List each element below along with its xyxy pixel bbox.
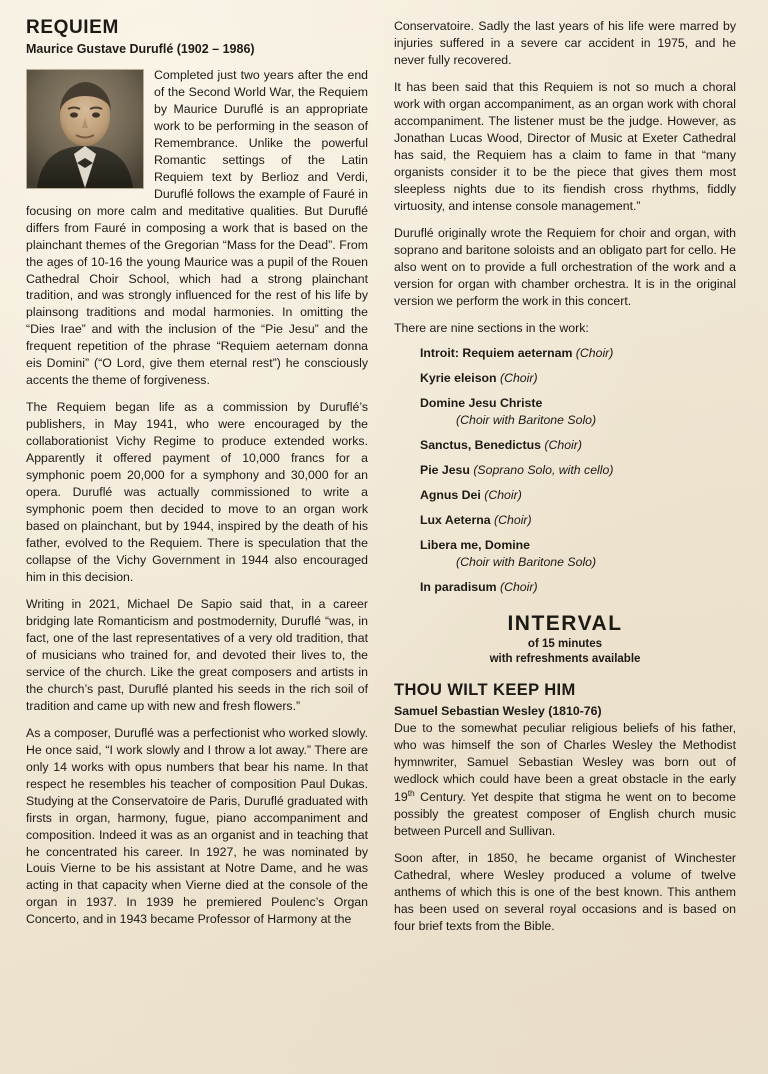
section-voice: (Soprano Solo, with cello) — [473, 463, 614, 478]
section-name: Libera me, Domine — [420, 538, 531, 553]
section-voice: (Choir) — [499, 580, 538, 595]
right-paragraph-2: It has been said that this Requiem is not so much a choral work with organ accompaniment, as an organ work with choral accompaniment. The listener must be the judge. However, as Jonathan Lucas Wood, Director of Music at Exeter Cathedral has said, the Requiem has a claim to fame in that “many organists consider it to be the piece that gives them most sleepless nights due to its fiendish cross rhythms, fiddly virtuosity, and intense console management.” — [394, 79, 736, 213]
list-item — [394, 513, 736, 529]
right-column — [394, 18, 736, 1060]
list-item — [394, 438, 736, 454]
interval-note: with refreshments available — [489, 653, 641, 666]
section-name: Kyrie eleison — [420, 371, 497, 386]
work-sections-list — [394, 346, 736, 596]
section-voice: (Choir) — [484, 488, 522, 503]
second-piece-paragraph-1 — [394, 720, 736, 840]
section-name: In paradisum — [420, 580, 497, 595]
right-paragraph-3: Duruflé originally wrote the Requiem for choir and organ, with soprano and baritone soloists and an obligato part for cello. He also went on to provide a full orchestration of the work and a version for organ with chamber orchestra. It is in the original version we perform the work in this concert. — [394, 225, 736, 308]
page-title: REQUIEM — [26, 17, 119, 38]
section-name: Pie Jesu — [420, 463, 470, 478]
second-piece-paragraph-1-b: Century. Yet despite that stigma he went on to become possibly the greatest composer of English church music between Purcell and Sullivan. — [394, 790, 736, 839]
section-subvoice: (Choir with Baritone Solo) — [456, 413, 597, 428]
list-item — [394, 346, 736, 362]
list-item — [394, 488, 736, 504]
left-paragraph-4: As a composer, Duruflé was a perfectionist who worked slowly. He once said, “I work slowly and I throw a lot away.” There are only 14 works with opus numbers that bear his name. In that respect he resembles his teacher of composition Paul Dukas. Studying at the Conservatoire de Paris, Duruflé graduated with firsts in organ, harmony, fugue, piano accompaniment and composition. Indeed it was as an organist and in teaching that he concentrated his career. In 1927, he was nominated by Louis Vierne to be his assistant at Notre Dame, and he was acting in that capacity when Vierne died at the console of the organ in 1937. In 1939 he premiered Poulenc’s Organ Concerto, and in 1943 became Professor of Harmony at the — [26, 725, 368, 927]
list-item — [394, 463, 736, 479]
list-item — [394, 396, 736, 429]
section-voice: (Choir) — [575, 346, 614, 361]
second-piece-paragraph-2: Soon after, in 1850, he became organist of Winchester Cathedral, where Wesley produced a volume of twelve anthems of which this is one of the best known. This anthem has been used on several royal occasions and is based on four brief texts from the Bible. — [394, 851, 736, 933]
left-paragraph-2: The Requiem began life as a commission by Duruflé’s publishers, in May 1941, who were encouraged by the collaborationist Vichy Regime to produce extended works. Apparently it offered payment of 10,000 francs for a symphonic poem 20,000 for a symphony and 30,000 for an opera. Duruflé was actually commissioned to write a symphonic poem then decided to move to an organ work based on plainchant, but by 1944, inspired by the death of his father, evolved to the Requiem. There is speculation that the collapse of the Vichy Government in 1944 also encouraged him in this decision. — [26, 400, 368, 584]
interval-duration: of 15 minutes — [527, 638, 603, 651]
right-paragraph-1: Conservatoire. Sadly the last years of his life were marred by injuries suffered in a severe car accident in 1975, and he never fully recovered. — [394, 19, 736, 67]
list-item — [394, 538, 736, 571]
second-piece-title: THOU WILT KEEP HIM — [394, 681, 576, 700]
composer-portrait — [26, 69, 144, 189]
section-voice: (Choir) — [494, 513, 532, 528]
left-paragraph-3: Writing in 2021, Michael De Sapio said that, in a career bridging late Romanticism and postmodernity, Duruflé “was, in fact, one of the last representatives of a very old tradition, that of musicians who trained for, and devoted their lives to, the service of the church. Like the great composers and artists in the church’s past, Duruflé planted his seeds in the rich soil of tradition and came up with new and fresh flowers.” — [26, 596, 368, 713]
section-name: Agnus Dei — [420, 488, 481, 503]
two-column-layout — [26, 18, 742, 1060]
section-name: Lux Aeterna — [420, 513, 491, 528]
interval-block — [394, 612, 736, 667]
composer-line: Maurice Gustave Duruflé (1902 – 1986) — [26, 41, 255, 56]
interval-title: INTERVAL — [507, 612, 623, 636]
section-name: Domine Jesu Christe — [420, 396, 543, 411]
section-voice: (Choir) — [499, 371, 538, 386]
portrait-image — [27, 70, 143, 188]
second-piece-paragraph-1-a: Due to the somewhat peculiar religious beliefs of his father, who was himself the son of Charles Wesley the Methodist hymnwriter, Samuel Sebastian Wesley was born out of wedlock which could have been a great obstacle in the early 19 — [394, 721, 736, 805]
sections-intro: There are nine sections in the work: — [394, 320, 589, 335]
list-item — [394, 580, 736, 596]
second-piece-composer: Samuel Sebastian Wesley (1810-76) — [394, 704, 602, 719]
section-name: Introit: Requiem aeternam — [420, 346, 573, 361]
left-paragraph-1: Completed just two years after the end of the Second World War, the Requiem by Maurice Duruflé is an appropriate work to be performing in the season of Remembrance. Unlike the powerful Romantic settings of the Latin Requiem text by Berlioz and Verdi, Duruflé follows the example of Fauré in focusing on more calm and meditative qualities. But Duruflé differs from Fauré in composing a work that is based on the plainchant themes of the Gregorian “Mass for the Dead”. From the ages of 10-16 the young Maurice was a pupil of the Rouen Cathedral Choir School, which had a strong plainchant tradition, and was strongly influenced for the rest of his life by plainsong traditions and modal harmonies. In omitting the “Dies Irae” and with the inclusion of the “Pie Jesu” and the frequent repetition of the phrase “Requiem aeternam donna eis Domini” (“O Lord, give them eternal rest”) he consciously accents the theme of forgiveness. — [26, 67, 368, 388]
section-name: Sanctus, Benedictus — [420, 438, 541, 453]
century-ordinal-suffix: th — [407, 788, 415, 799]
left-column — [26, 18, 368, 1060]
section-voice: (Choir) — [544, 438, 582, 453]
list-item — [394, 371, 736, 387]
section-subvoice: (Choir with Baritone Solo) — [456, 555, 597, 570]
